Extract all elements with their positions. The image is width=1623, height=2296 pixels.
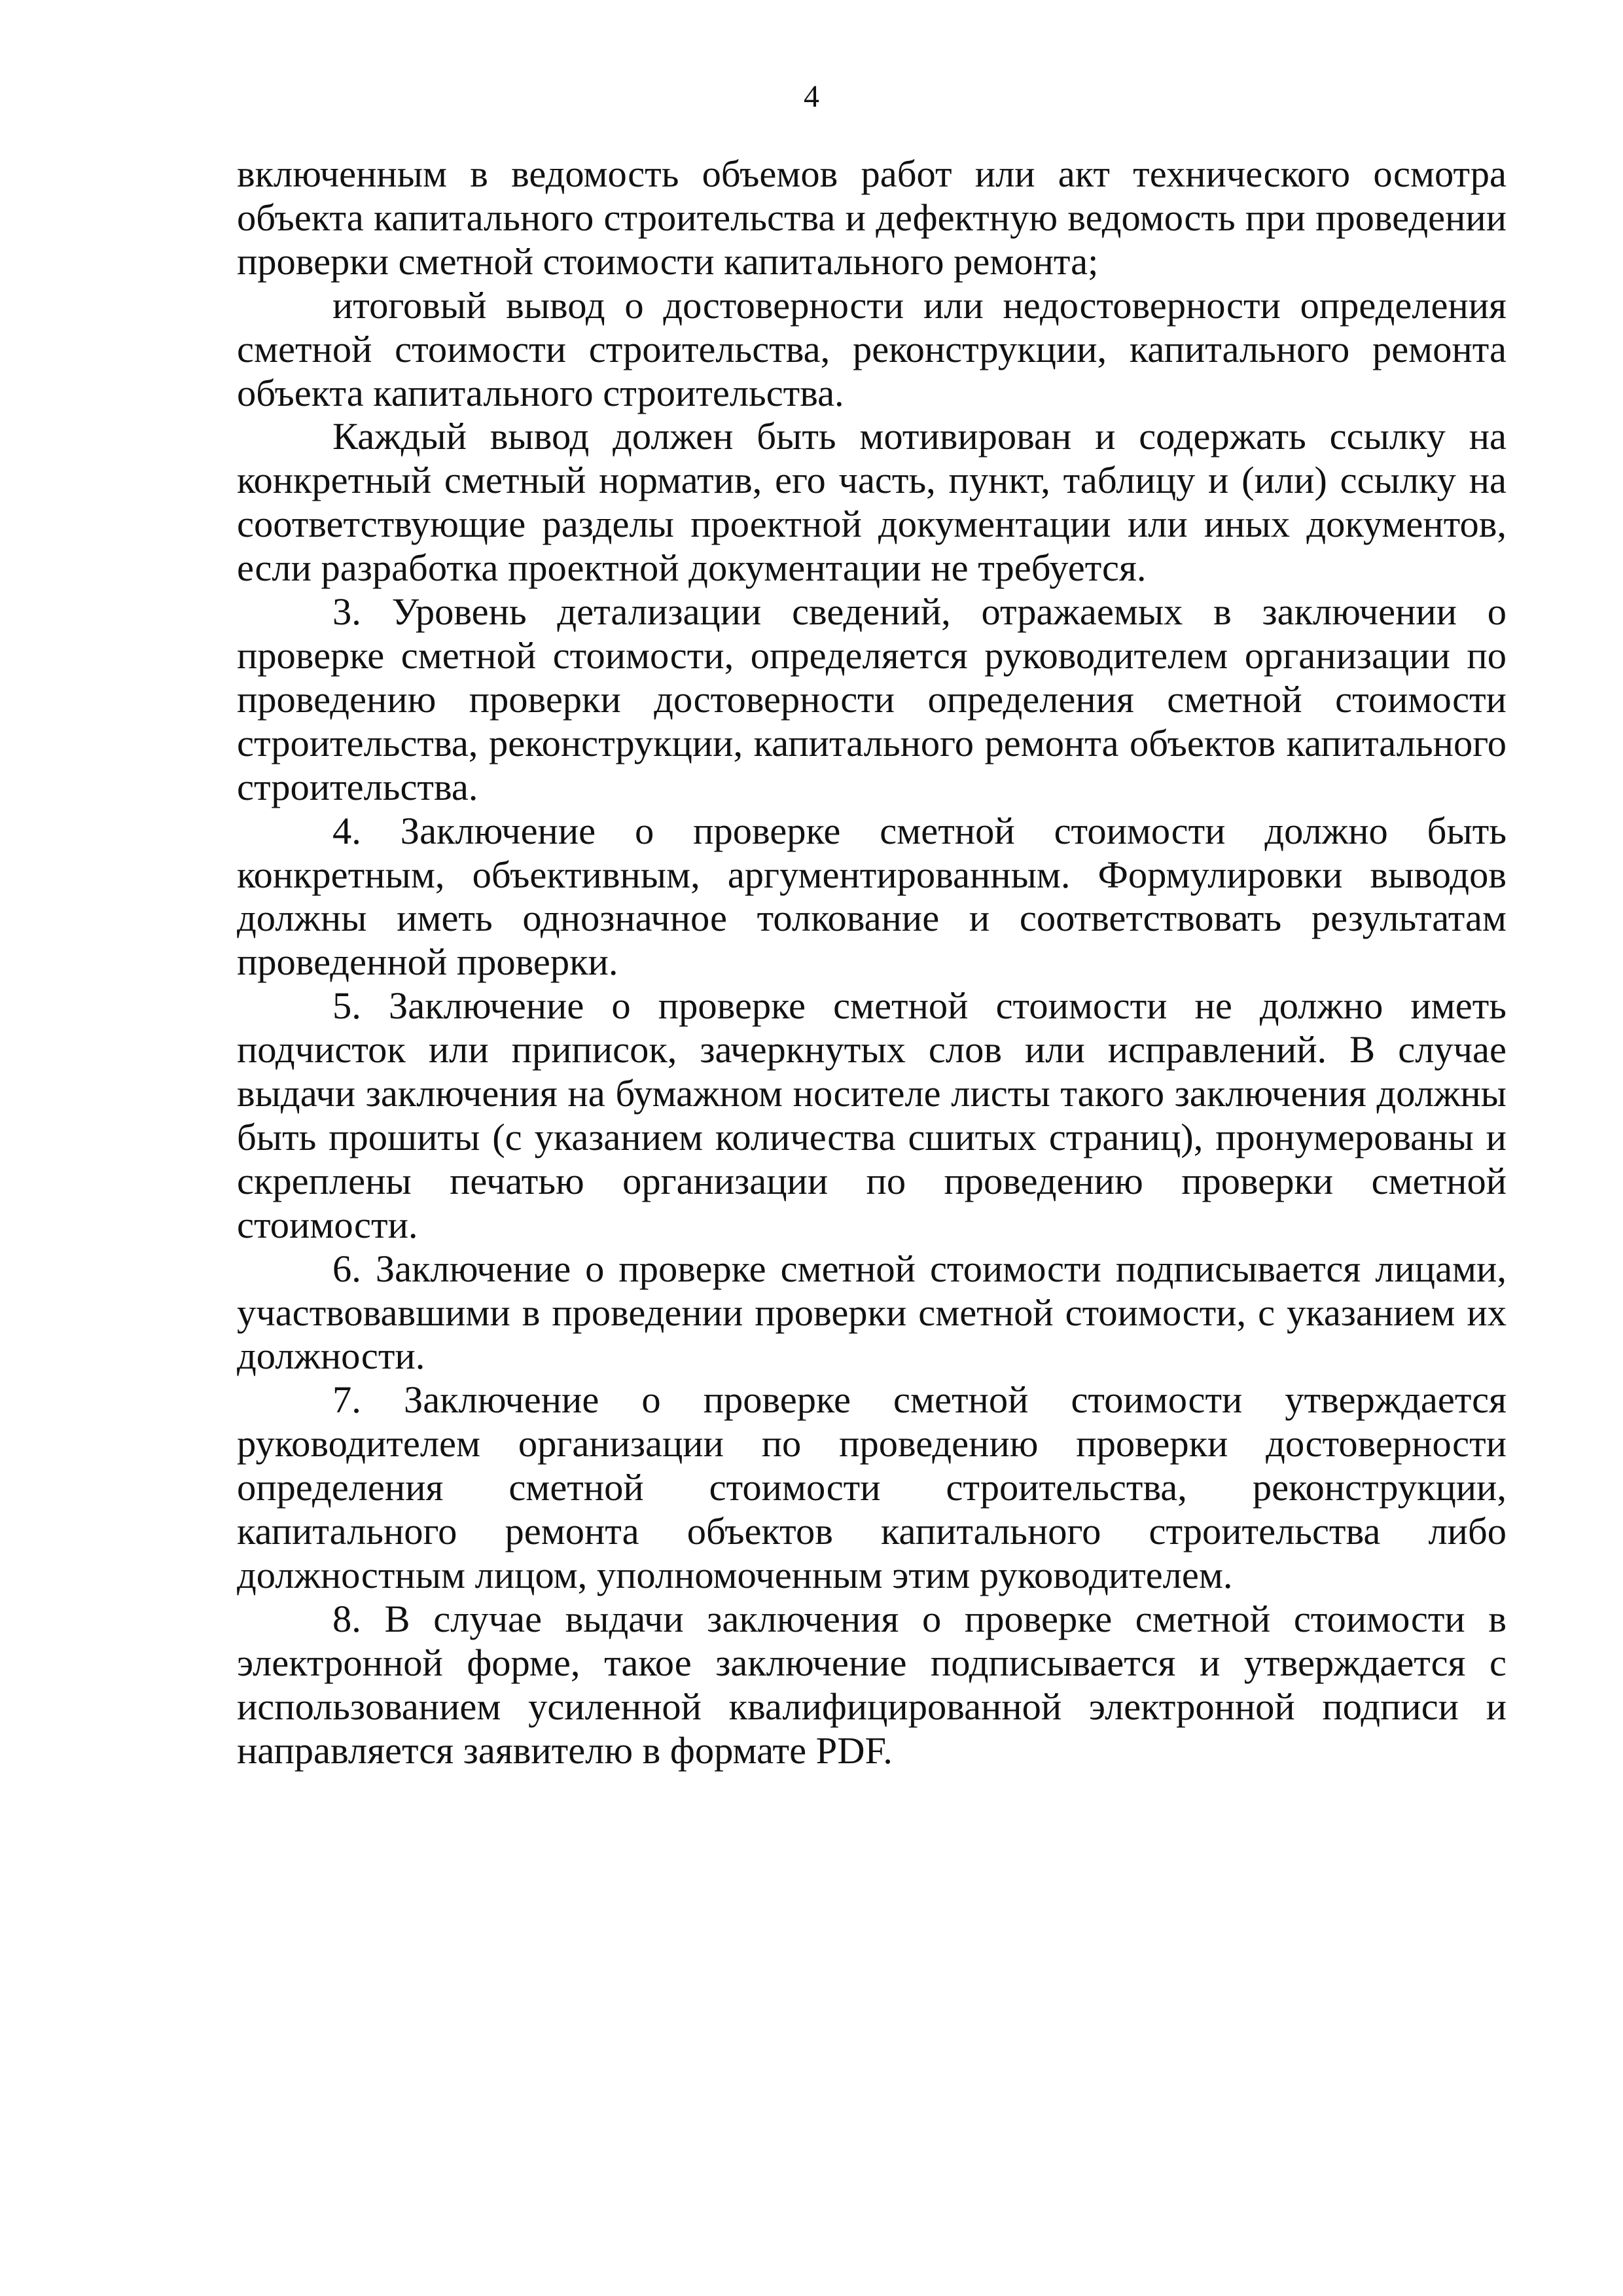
paragraph-continuation: включенным в ведомость объемов работ или акт технического осмотра объекта капитального строительства и дефектную ведомость при проведении проверки сметной стоимости капитального ремонта;	[237, 152, 1507, 283]
paragraph-motivation: Каждый вывод должен быть мотивирован и содержать ссылку на конкретный сметный норматив, его часть, пункт, таблицу и (или) ссылку на соответствующие разделы проектной документации или иных документов, если разработка проектной документации не требуется.	[237, 415, 1507, 590]
paragraph-item-5: 5. Заключение о проверке сметной стоимости не должно иметь подчисток или приписок, зачеркнутых слов или исправлений. В случае выдачи заключения на бумажном носителе листы такого заключения должны быть прошиты (с указанием количества сшитых страниц), пронумерованы и скреплены печатью организации по проведению проверки сметной стоимости.	[237, 984, 1507, 1246]
document-body	[237, 152, 1507, 1773]
paragraph-final-conclusion: итоговый вывод о достоверности или недостоверности определения сметной стоимости строительства, реконструкции, капитального ремонта объекта капитального строительства.	[237, 283, 1507, 414]
paragraph-item-6: 6. Заключение о проверке сметной стоимости подписывается лицами, участвовавшими в проведении проверки сметной стоимости, с указанием их должности.	[237, 1247, 1507, 1378]
paragraph-item-8: 8. В случае выдачи заключения о проверке сметной стоимости в электронной форме, такое заключение подписывается и утверждается с использованием усиленной квалифицированной электронной подписи и направляется заявителю в формате PDF.	[237, 1597, 1507, 1772]
page-number: 4	[804, 79, 819, 114]
paragraph-item-7: 7. Заключение о проверке сметной стоимости утверждается руководителем организации по проведению проверки достоверности определения сметной стоимости строительства, реконструкции, капитального ремонта объектов капитального строительства либо должностным лицом, уполномоченным этим руководителем.	[237, 1378, 1507, 1596]
paragraph-item-4: 4. Заключение о проверке сметной стоимости должно быть конкретным, объективным, аргументированным. Формулировки выводов должны иметь однозначное толкование и соответствовать результатам проведенной проверки.	[237, 809, 1507, 984]
paragraph-item-3: 3. Уровень детализации сведений, отражаемых в заключении о проверке сметной стоимости, определяется руководителем организации по проведению проверки достоверности определения сметной стоимости строительства, реконструкции, капитального ремонта объектов капитального строительства.	[237, 590, 1507, 808]
